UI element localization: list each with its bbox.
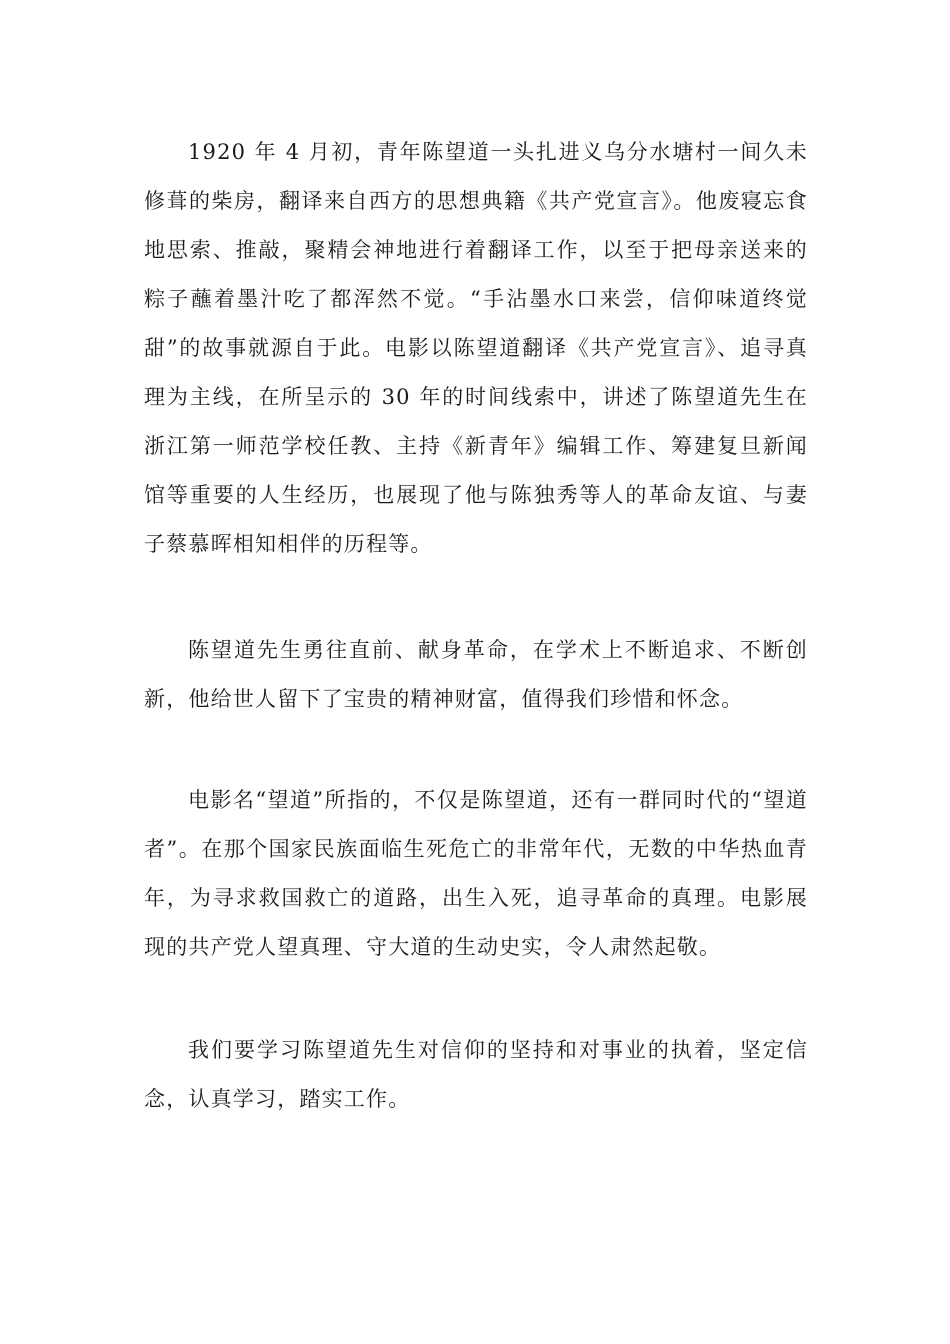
paragraph: 1920 年 4 月初，青年陈望道一头扎进义乌分水塘村一间久未修葺的柴房，翻译来自西方的思想典籍《共产党宣言》。他废寝忘食地思索、推敲，聚精会神地进行着翻译工作，以至于把母亲送来的粽子蘸着墨汁吃了都浑然不觉。“手沾墨水口来尝，信仰味道终觉甜”的故事就源自于此。电影以陈望道翻译《共产党宣言》、追寻真理为主线，在所呈示的 30 年的时间线索中，讲述了陈望道先生在浙江第一师范学校任教、主持《新青年》编辑工作、筹建复旦新闻馆等重要的人生经历，也展现了他与陈独秀等人的革命友谊、与妻子蔡慕晖相知相伴的历程等。 — [144, 140, 808, 556]
paragraph-2-block — [144, 626, 808, 724]
paragraph-1-block — [144, 128, 808, 569]
paragraph: 电影名“望道”所指的，不仅是陈望道，还有一群同时代的“望道者”。在那个国家民族面临生死危亡的非常年代，无数的中华热血青年，为寻求救国救亡的道路，出生入死，追寻革命的真理。电影展现的共产党人望真理、守大道的生动史实，令人肃然起敬。 — [144, 788, 808, 959]
paragraph: 我们要学习陈望道先生对信仰的坚持和对事业的执着，坚定信念，认真学习，踏实工作。 — [144, 1038, 808, 1111]
paragraph-3-block — [144, 776, 808, 972]
paragraph: 陈望道先生勇往直前、献身革命，在学术上不断追求、不断创新，他给世人留下了宝贵的精神财富，值得我们珍惜和怀念。 — [144, 638, 808, 711]
paragraph-4-block — [144, 1026, 808, 1124]
